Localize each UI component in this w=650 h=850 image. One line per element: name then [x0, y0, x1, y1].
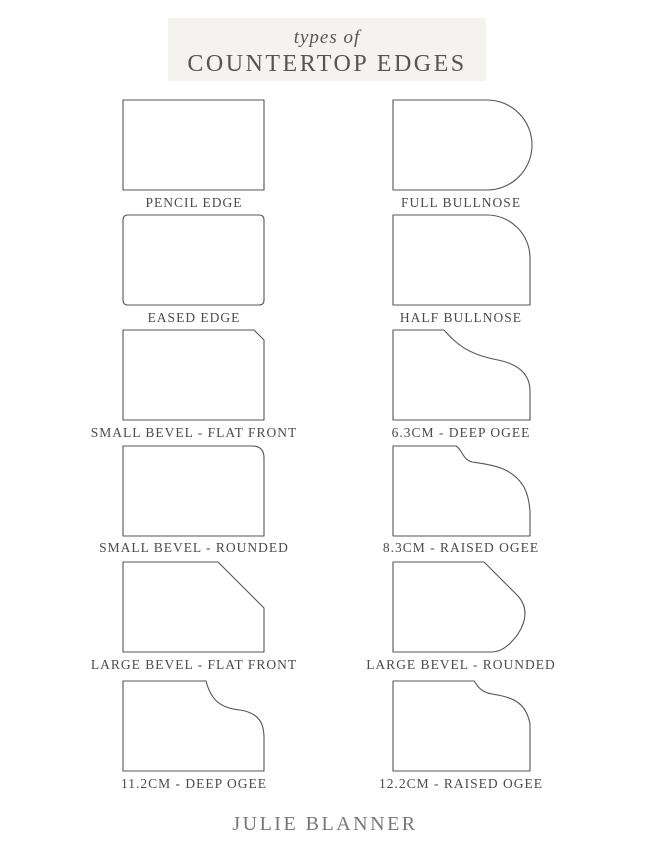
eased-edge-shape: [122, 214, 266, 306]
title-subtitle: types of: [293, 27, 361, 48]
edge-label-eased: EASED EDGE: [147, 310, 241, 325]
pencil-edge-shape: [122, 99, 266, 191]
half-bullnose-shape: [392, 214, 536, 306]
deep-ogee-6-3cm-shape: [392, 329, 536, 421]
page-title: COUNTERTOP EDGES: [187, 51, 467, 77]
edge-label-deep-ogee-6-3: 6.3CM - DEEP OGEE: [391, 425, 531, 440]
small-bevel-flat-front-shape: [122, 329, 266, 421]
edge-label-large-bevel-rounded: LARGE BEVEL - ROUNDED: [366, 657, 556, 672]
brand-footer: JULIE BLANNER: [232, 813, 418, 835]
edge-label-raised-ogee-12-2: 12.2CM - RAISED OGEE: [379, 776, 543, 791]
edge-label-large-bevel-flat-front: LARGE BEVEL - FLAT FRONT: [90, 657, 298, 672]
edge-label-raised-ogee-8-3: 8.3CM - RAISED OGEE: [382, 540, 540, 555]
raised-ogee-12-2cm-shape: [392, 680, 536, 772]
full-bullnose-shape: [392, 99, 536, 191]
edge-label-small-bevel-flat-front: SMALL BEVEL - FLAT FRONT: [90, 425, 298, 440]
large-bevel-rounded-shape: [392, 561, 536, 653]
title-banner: [168, 18, 486, 81]
raised-ogee-8-3cm-shape: [392, 445, 536, 537]
edge-label-pencil: PENCIL EDGE: [145, 195, 243, 210]
edge-label-deep-ogee-11-2: 11.2CM - DEEP OGEE: [121, 776, 267, 791]
deep-ogee-11-2cm-shape: [122, 680, 266, 772]
small-bevel-rounded-shape: [122, 445, 266, 537]
edge-label-small-bevel-rounded: SMALL BEVEL - ROUNDED: [99, 540, 289, 555]
large-bevel-flat-front-shape: [122, 561, 266, 653]
edge-label-half-bullnose: HALF BULLNOSE: [399, 310, 523, 325]
edge-label-full-bullnose: FULL BULLNOSE: [400, 195, 522, 210]
